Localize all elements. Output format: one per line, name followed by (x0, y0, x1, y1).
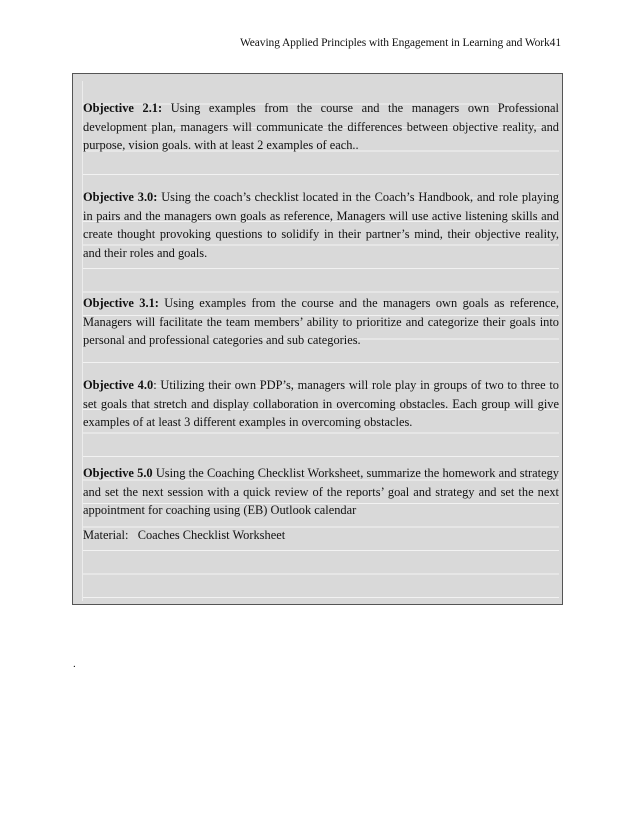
objective-text: Using the Coaching Checklist Worksheet, summarize the homework and strategy and set the next session with a quick review of the reports’ goal and strategy and set the next appointment for coaching using (EB) Outlook calendar (83, 466, 559, 518)
objective-label: Objective 4.0 (83, 378, 154, 392)
objective-label: Objective 2.1: (83, 101, 163, 115)
objective-text: Using examples from the course and the managers own Professional development plan, managers will communicate the differences between objective reality, and purpose, vision goals. with at least 2 examples of each.. (83, 101, 559, 153)
material-line: Material: Coaches Checklist Worksheet (83, 528, 286, 542)
objective-label: Objective 3.0: (83, 190, 158, 204)
objectives-box (72, 73, 563, 605)
objective-3-1 (83, 294, 559, 350)
running-header: Weaving Applied Principles with Engagement in Learning and Work41 (239, 37, 561, 49)
objective-label: Objective 5.0 (83, 466, 153, 480)
objective-text: Using the coach’s checklist located in the Coach’s Handbook, and role playing in pairs and the managers own goals as reference, Managers will use active listening skills and create thought provoking questions to solidify in their partner’s mind, their objective reality, and their roles and goals. (83, 190, 559, 261)
objectives-box-inner (82, 81, 559, 601)
objective-text: Using examples from the course and the managers own goals as reference, Managers will facilitate the team members’ ability to prioritize and categorize their goals into personal and professional categories and sub categories. (83, 296, 559, 348)
stray-mark: . (73, 658, 76, 670)
objective-text: : Utilizing their own PDP’s, managers will role play in groups of two to three to set goals that stretch and display collaboration in overcoming obstacles. Each group will give examples of at least 3 different examples in overcoming obstacles. (83, 378, 559, 430)
objective-5-0 (83, 464, 559, 520)
objective-4-0 (83, 376, 559, 432)
objective-label: Objective 3.1: (83, 296, 159, 310)
objective-3-0 (83, 188, 559, 263)
objective-2-1 (83, 99, 559, 155)
